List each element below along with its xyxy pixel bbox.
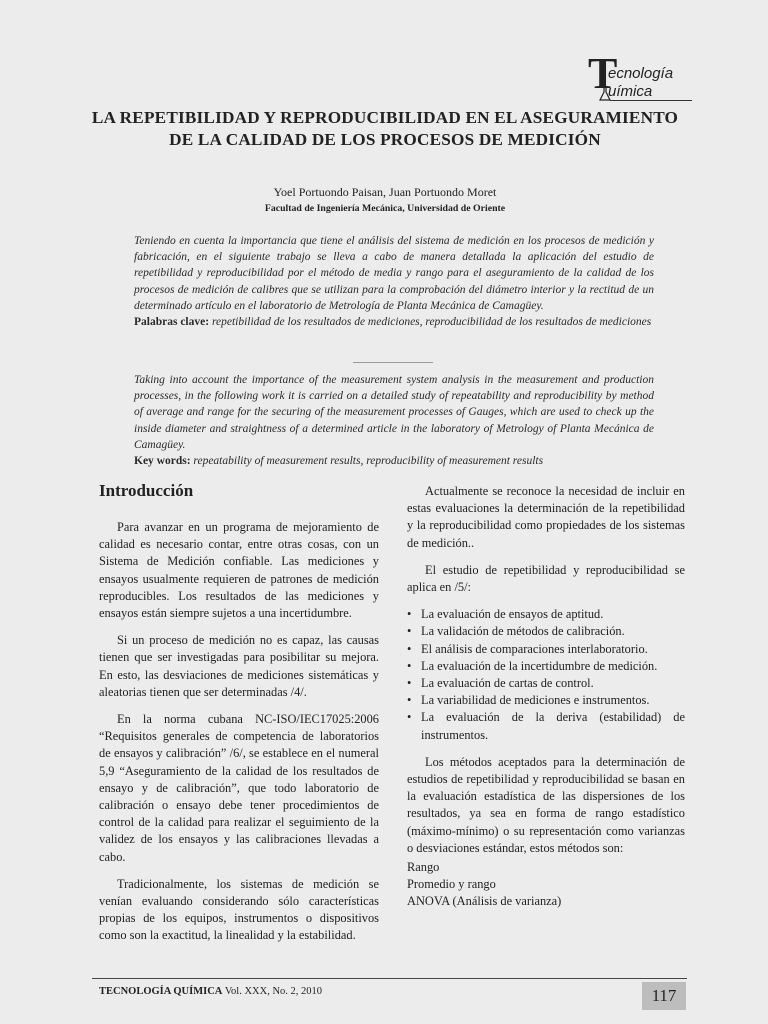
logo-line1: ecnología <box>608 65 674 82</box>
bullet-icon: • <box>407 676 412 691</box>
abstract-divider <box>353 362 433 363</box>
list-item: • El análisis de comparaciones interlaboratorio. <box>407 641 685 658</box>
abstract-spanish <box>134 233 654 330</box>
list-item: • La variabilidad de mediciones e instrumentos. <box>407 692 685 709</box>
method-item: Rango <box>407 860 440 875</box>
abstract-english-text: Taking into account the importance of the measurement system analysis in the measurement and production processes, in the following work it is carried on a detailed study of repeatability and reproducibility by method of average and range for the securing of the measurement processes of Gauges, which are used to check up the inside diameter and straightness of a determined article in the laboratory of Metrology of Planta Mecánica de Camagüey. <box>134 374 654 451</box>
bullet-icon: • <box>407 693 412 708</box>
paragraph: Tradicionalmente, los sistemas de medición se venían evaluando considerando sólo características propias de los equipos, instrumentos o dispositivos como son la exactitud, la linealidad y la estabilidad. <box>99 876 379 943</box>
keywords-en: repeatability of measurement results, reproducibility of measurement results <box>190 455 544 468</box>
abstract-spanish-text: Teniendo en cuenta la importancia que tiene el análisis del sistema de medición en los procesos de medición y fabricación, en el siguiente trabajo se lleva a cabo de manera detallada la aplicación del estudio de repetibilidad y reproducibilidad por el método de media y rango para el aseguramiento de la calidad de los procesos de medición de calibres que se utilizan para la comprobación del diámetro interior y la rectitud de un determinado artículo en el laboratorio de Metrología de Planta Mecánica de Camagüey. <box>134 235 654 312</box>
page-number: 117 <box>642 982 686 1010</box>
paragraph: Los métodos aceptados para la determinación de estudios de repetibilidad y reproducibilidad se basan en la evaluación estadística de las dispersiones de los resultados, ya sea en forma de rango estadístico (máximo-mínimo) o su representación como varianzas o desviaciones estándar, estos métodos son: <box>407 754 685 855</box>
paragraph: Si un proceso de medición no es capaz, las causas tienen que ser investigadas para posibilitar su mejora. En esto, las desviaciones de mediciones sistemáticas y aleatorias tienen que ser determinadas /4/. <box>99 633 379 699</box>
right-column <box>407 483 685 911</box>
footer-issue: Vol. XXX, No. 2, 2010 <box>222 986 323 997</box>
keywords-es: repetibilidad de los resultados de mediciones, reproducibilidad de los resultados de mediciones <box>209 316 652 329</box>
article-affiliation: Facultad de Ingeniería Mecánica, Universidad de Oriente <box>264 203 506 214</box>
logo-underline <box>610 100 692 101</box>
footer-rule <box>92 978 687 979</box>
logo-line2: uímica <box>608 83 653 100</box>
bullet-icon: • <box>407 658 412 673</box>
left-column <box>99 519 379 955</box>
footer-journal: TECNOLOGÍA QUÍMICA <box>99 986 223 997</box>
method-item: Promedio y rango <box>407 877 496 892</box>
footer-citation <box>99 986 322 997</box>
list-item: • La evaluación de la deriva (estabilidad) de instrumentos. <box>407 710 685 742</box>
article-authors: Yoel Portuondo Paisan, Juan Portuondo Moret <box>273 185 497 199</box>
keywords-label-es: Palabras clave: <box>134 316 210 329</box>
list-item: • La validación de métodos de calibración. <box>407 623 685 640</box>
journal-logo <box>588 49 698 108</box>
keywords-label-en: Key words: <box>134 455 191 468</box>
bullet-list <box>407 606 685 744</box>
paragraph: En la norma cubana NC-ISO/IEC17025:2006 “Requisitos generales de competencia de laboratorios de ensayos y calibración” /6/, se establece en el numeral 5,9 “Aseguramiento de la calidad de los resultados de ensayo y de calibración”, que todo laboratorio de calibración o ensayo debe tener procedimientos de control de la calidad para realizar el seguimiento de la validez de los ensayos y las calibraciones llevadas a cabo. <box>99 712 379 864</box>
bullet-icon: • <box>407 641 412 656</box>
method-item: ANOVA (Análisis de varianza) <box>407 894 562 909</box>
paragraph: El estudio de repetibilidad y reproducibilidad se aplica en /5/: <box>407 562 685 595</box>
logo-letter: T <box>588 49 618 98</box>
paragraph: Para avanzar en un programa de mejoramiento de calidad es necesario contar, entre otras cosas, con un Sistema de Medición confiable. Las mediciones y ensayos usualmente requieren de patrones de medición reproducibles. Los resultados de las mediciones y ensayos están siempre sujetos a una incertidumbre. <box>99 520 379 621</box>
bullet-icon: • <box>407 607 412 622</box>
list-item: • La evaluación de cartas de control. <box>407 675 685 692</box>
paragraph: Actualmente se reconoce la necesidad de incluir en estas evaluaciones la determinación de la repetibilidad y la reproducibilidad como propiedades de los sistemas de medición.. <box>407 484 685 550</box>
section-heading: Introducción <box>99 481 194 500</box>
bullet-icon: • <box>407 624 412 639</box>
article-title: LA REPETIBILIDAD Y REPRODUCIBILIDAD EN EL ASEGURAMIENTO DE LA CALIDAD DE LOS PROCESOS DE MEDICIÓN <box>91 108 679 149</box>
list-item: • La evaluación de la incertidumbre de medición. <box>407 658 685 675</box>
abstract-english <box>134 372 654 469</box>
bullet-icon: • <box>407 710 412 725</box>
list-item: • La evaluación de ensayos de aptitud. <box>407 606 685 623</box>
